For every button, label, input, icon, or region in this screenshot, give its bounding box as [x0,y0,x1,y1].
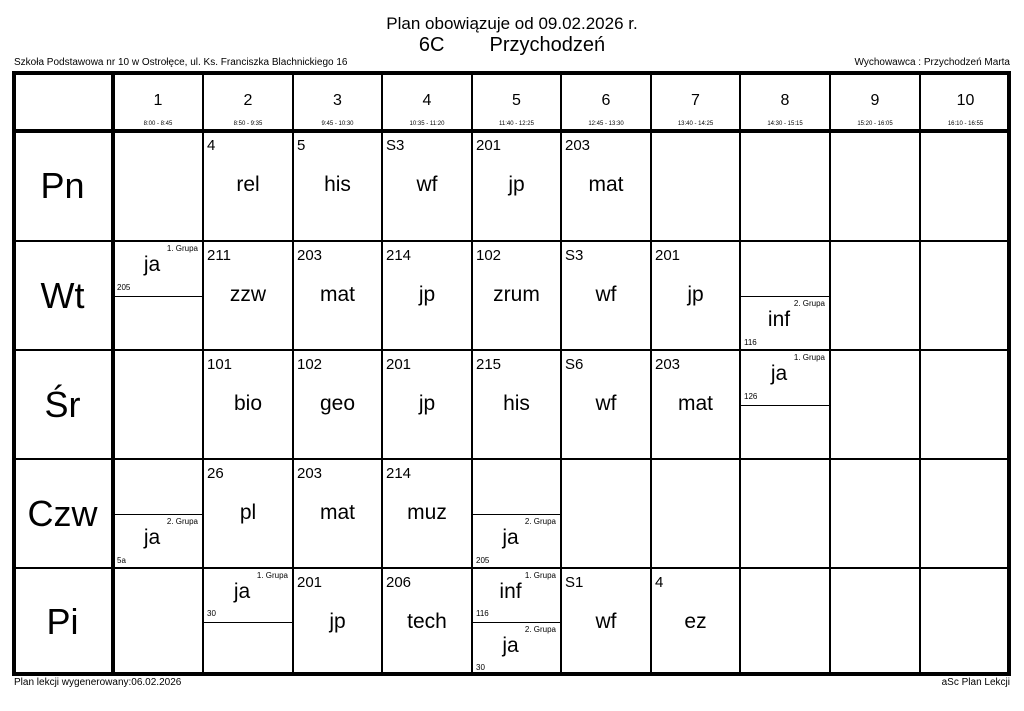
day-label: Pn [40,165,85,206]
frame-top [12,71,1011,75]
lesson-room: 214 [386,465,412,482]
lesson-cell[interactable] [561,568,651,676]
group-divider-line [113,296,203,297]
lesson-room: S1 [565,574,584,591]
lesson-subject: wf [595,283,617,306]
period-number: 2 [243,92,253,109]
lesson-cell[interactable] [472,514,561,569]
lesson-subject: bio [233,392,263,415]
period-time: 11:40 - 12:25 [499,121,534,127]
lesson-room: 206 [386,574,412,591]
lesson-subject: jp [418,283,436,306]
lesson-room: 101 [207,356,233,373]
lesson-cell[interactable] [203,568,293,622]
lesson-subject: ja [143,526,161,549]
lesson-room: 116 [476,609,489,618]
period-time: 8:50 - 9:35 [233,121,263,127]
lesson-subject: mat [588,173,624,196]
lesson-subject: mat [319,501,355,524]
lesson-group: 1. Grupa [256,571,288,580]
lesson-cell[interactable] [382,131,472,241]
lesson-subject: jp [418,392,436,415]
lesson-room: 4 [655,574,664,591]
lesson-room: 201 [386,356,412,373]
lesson-room: 5 [297,137,306,154]
frame-right [1007,71,1011,676]
valid-from-title: Plan obowiązuje od 09.02.2026 r. [386,14,638,33]
lesson-subject: ja [143,253,161,276]
period-time: 10:35 - 11:20 [409,121,445,127]
lesson-cell[interactable] [203,241,293,350]
lesson-room: 102 [476,247,502,264]
lesson-cell[interactable] [203,350,293,459]
school-name: Szkoła Podstawowa nr 10 w Ostrołęce, ul. Ks. Franciszka Blachnickiego 16 [14,57,348,68]
lesson-room: 102 [297,356,323,373]
lesson-room: 201 [476,137,502,154]
lesson-subject: tech [407,610,447,633]
period-number: 1 [153,92,163,109]
lesson-cell[interactable] [113,514,203,569]
lesson-room: 5a [117,556,126,565]
lesson-cell[interactable] [382,241,472,350]
frame-left [12,71,16,676]
class-teacher-short: Przychodzeń [489,34,606,56]
lesson-subject: wf [595,392,617,415]
lesson-cell[interactable] [203,459,293,568]
lesson-subject: mat [677,392,713,415]
lesson-group: 1. Grupa [524,571,556,580]
lesson-room: 203 [565,137,591,154]
generated-date: Plan lekcji wygenerowany:06.02.2026 [14,677,182,688]
lesson-cell[interactable] [651,568,740,676]
homeroom-teacher: Wychowawca : Przychodzeń Marta [854,57,1010,68]
software-name: aSc Plan Lekcji [941,677,1010,688]
day-label: Czw [27,492,98,534]
lesson-room: 30 [207,609,216,618]
lesson-subject: ja [770,362,788,385]
lesson-room: 203 [655,356,681,373]
lesson-cell[interactable] [293,241,382,350]
day-label: Pi [46,601,79,642]
group-divider-line [740,405,830,406]
period-number: 4 [422,92,432,109]
lesson-cell[interactable] [472,622,561,676]
lesson-cell[interactable] [293,568,382,676]
period-time: 12:45 - 13:30 [588,121,624,127]
period-time: 9:45 - 10:30 [321,121,354,127]
lesson-cell[interactable] [740,350,830,405]
lesson-cell[interactable] [472,350,561,459]
period-number: 7 [691,92,700,109]
lesson-group: 2. Grupa [166,517,198,526]
lesson-room: S6 [565,356,584,373]
lesson-subject: his [503,392,530,415]
lesson-cell[interactable] [561,131,651,241]
lesson-room: 201 [297,574,323,591]
period-number: 5 [512,92,521,109]
lesson-cell[interactable] [382,459,472,568]
lesson-group: 2. Grupa [524,625,556,634]
period-number: 10 [956,92,975,109]
period-time: 14:30 - 15:15 [767,121,803,127]
lesson-cell[interactable] [472,568,561,622]
lesson-cell[interactable] [651,350,740,459]
lesson-subject: ez [684,610,707,633]
lesson-subject: rel [236,173,260,196]
lesson-group: 2. Grupa [793,299,825,308]
lesson-room: 203 [297,465,323,482]
lesson-subject: jp [329,610,346,633]
group-divider-line [203,622,293,623]
lesson-subject: geo [319,392,356,415]
lesson-group: 1. Grupa [166,244,198,253]
lesson-room: 203 [297,247,323,264]
lesson-subject: inf [767,308,791,331]
lesson-subject: wf [595,610,617,633]
lesson-room: 116 [744,338,757,347]
lesson-room: 26 [207,465,224,482]
lesson-room: 215 [476,356,502,373]
period-time: 16:10 - 16:55 [947,121,984,127]
lesson-group: 2. Grupa [524,517,556,526]
lesson-subject: jp [508,173,525,196]
lesson-room: 201 [655,247,681,264]
period-time: 15:20 - 16:05 [857,121,893,127]
lesson-subject: ja [502,526,519,549]
lesson-subject: zzw [229,283,267,306]
lesson-room: 214 [386,247,412,264]
lesson-subject: jp [687,283,704,306]
lesson-cell[interactable] [740,296,830,351]
lesson-room: 4 [207,137,216,154]
lesson-cell[interactable] [293,131,382,241]
lesson-cell[interactable] [561,241,651,350]
day-column-separator [111,71,115,676]
lesson-cell[interactable] [203,131,293,241]
lesson-subject: wf [416,173,438,196]
lesson-subject: ja [233,580,251,603]
period-number: 9 [870,92,880,109]
lesson-room: 205 [117,283,131,292]
lesson-room: 205 [476,556,490,565]
lesson-room: 126 [744,392,758,401]
period-number: 8 [780,92,790,109]
lesson-cell[interactable] [382,568,472,676]
day-label: Wt [40,274,85,316]
lesson-room: S3 [386,137,405,154]
lesson-cell[interactable] [382,350,472,459]
period-number: 3 [333,92,342,109]
lesson-subject: his [324,173,351,196]
lesson-room: S3 [565,247,584,264]
lesson-subject: inf [499,580,522,603]
lesson-subject: muz [407,501,447,524]
period-time: 13:40 - 14:25 [677,121,714,127]
lesson-room: 211 [207,247,231,264]
lesson-cell[interactable] [293,350,382,459]
lesson-subject: ja [502,634,519,657]
class-name: 6C [418,34,445,56]
period-number: 6 [601,92,611,109]
lesson-cell[interactable] [293,459,382,568]
lesson-subject: pl [239,501,257,524]
lesson-cell[interactable] [561,350,651,459]
lesson-cell[interactable] [472,131,561,241]
lesson-group: 1. Grupa [793,353,825,362]
period-time: 8:00 - 8:45 [143,121,173,127]
day-label: Śr [44,383,81,425]
lesson-cell[interactable] [113,241,203,296]
period-column-line [919,71,921,676]
lesson-cell[interactable] [472,241,561,350]
lesson-room: 30 [476,663,485,672]
lesson-cell[interactable] [651,241,740,350]
lesson-subject: mat [319,283,355,306]
lesson-subject: zrum [493,283,540,306]
